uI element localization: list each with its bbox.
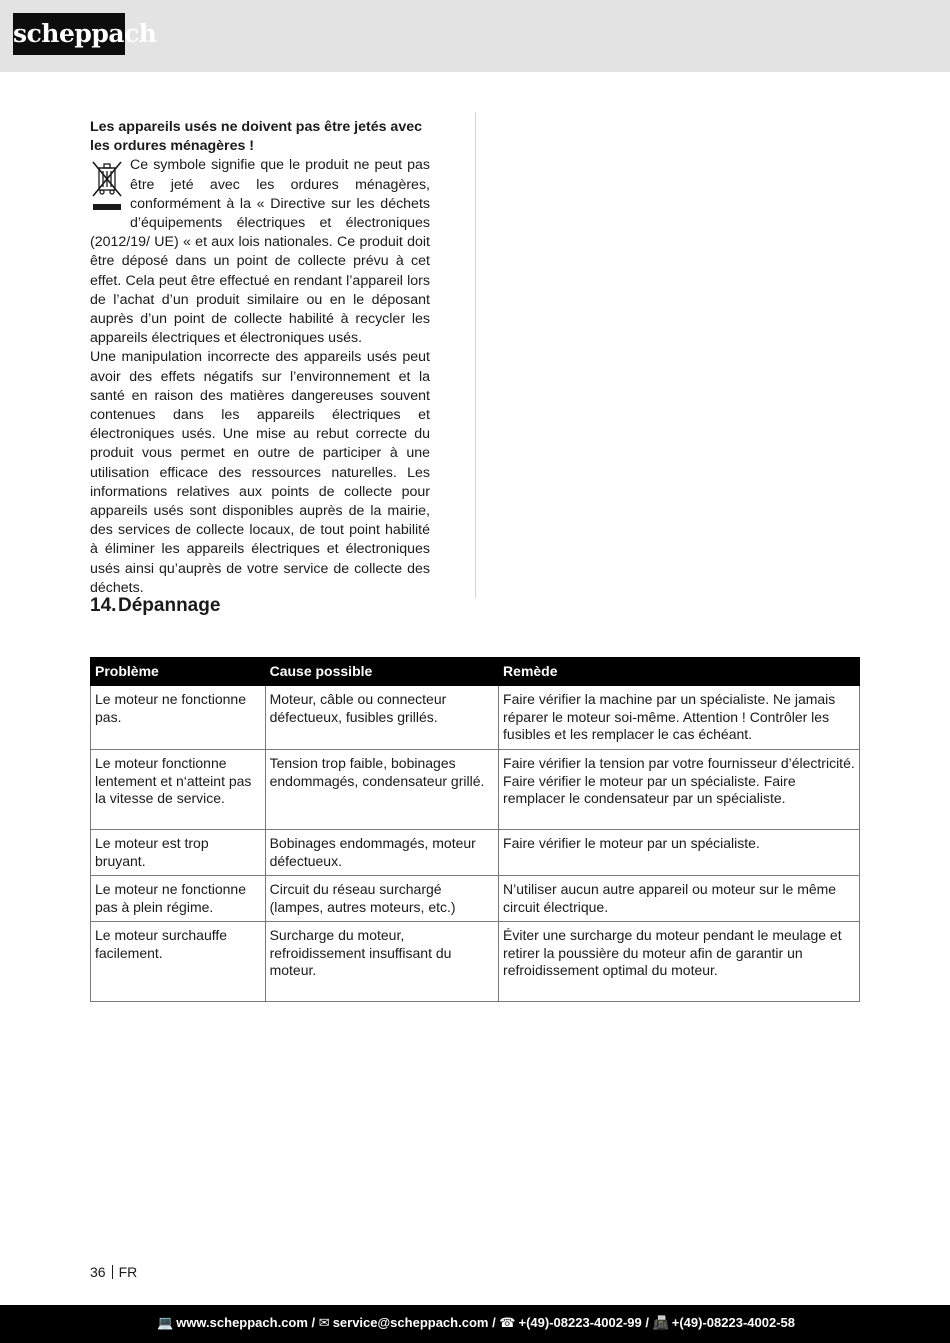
page-separator [112,1265,113,1279]
cell-remede: Faire vérifier la tension par votre fournisseur d’électricité. Faire vérifier le moteur par un spécialiste. Faire remplacer le condensateur par un spécialiste. [499,750,860,830]
scheppach-logo: scheppach [13,13,125,55]
footer-bar [0,1305,950,1343]
footer-fax: +(49)-08223-4002-58 [671,1315,795,1330]
header-band [0,0,950,72]
cell-cause: Surcharge du moteur, refroidissement insuffisant du moteur. [265,922,498,1002]
troubleshooting-table [90,657,860,1002]
section-number: 14. [90,595,117,616]
cell-remede: Faire vérifier la machine par un spécialiste. Ne jamais réparer le moteur soi-même. Attention ! Contrôler les fusibles et les remplacer le cas échéant. [499,686,860,750]
header-cause: Cause possible [265,658,498,686]
disposal-paragraph-1: Ce symbole signifie que le produit ne peut pas être jeté avec les ordures ménagères, conformément à la « Directive sur les déchets d’équipements électriques et électroniques (2012/19/ UE) « et aux lois nationales. Ce produit doit être déposé dans un point de collecte prévu à cet effet. Cela peut être effectué en rendant l’appareil lors de l’achat d’un produit similaire ou en le déposant auprès d’un point de collecte habilité à recycler les appareils électriques et électroniques usés. [90,157,430,347]
cell-cause: Tension trop faible, bobinages endommagés, condensateur grillé. [265,750,498,830]
footer-separator: / [488,1315,500,1330]
cell-remede: Éviter une surcharge du moteur pendant le meulage et retirer la poussière du moteur afin de garantir un refroidissement optimal du moteur. [499,922,860,1002]
weee-crossed-bin-icon [90,159,124,215]
header-probleme: Problème [91,658,266,686]
computer-icon: 💻 [157,1315,174,1330]
header-remede: Remède [499,658,860,686]
cell-probleme: Le moteur ne fonctionne pas à plein régime. [91,876,266,922]
section-heading [90,594,220,618]
disposal-paragraph-2: Une manipulation incorrecte des appareils usés peut avoir des effets négatifs sur l’environnement et la santé en raison des matières dangereuses souvent contenues dans les appareils électriques et électroniques usés. Une mise au rebut correcte du produit vous permet en outre de participer à une utilisation efficace des ressources naturelles. Les informations relatives aux points de collecte pour appareils usés sont disponibles auprès de la mairie, des services de collecte locaux, de tout point habilité à éliminer les appareils électriques et électroniques usés ainsi qu’auprès de votre service de collecte des déchets. [90,349,430,596]
cell-probleme: Le moteur ne fonctionne pas. [91,686,266,750]
footer-email-link[interactable]: service@scheppach.com [332,1315,489,1330]
cell-probleme: Le moteur fonctionne lentement et n‘atteint pas la vitesse de service. [91,750,266,830]
disposal-column [90,118,430,598]
footer-separator: / [307,1315,319,1330]
cell-cause: Moteur, câble ou connecteur défectueux, fusibles grillés. [265,686,498,750]
cell-cause: Circuit du réseau surchargé (lampes, autres moteurs, etc.) [265,876,498,922]
footer-website-link[interactable]: www.scheppach.com [176,1315,308,1330]
page-number: 36 [90,1264,106,1280]
cell-cause: Bobinages endommagés, moteur défectueux. [265,830,498,876]
phone-icon: ☎ [499,1315,516,1330]
email-icon: ✉ [318,1315,330,1330]
column-divider [475,112,476,598]
footer-contact [157,1315,795,1331]
cell-remede: N’utiliser aucun autre appareil ou moteur sur le même circuit électrique. [499,876,860,922]
section-title: Dépannage [118,595,221,616]
table-row [91,922,860,1002]
footer-separator: / [641,1315,653,1330]
table-row [91,876,860,922]
footer-phone: +(49)-08223-4002-99 [518,1315,642,1330]
cell-probleme: Le moteur surchauffe facilement. [91,922,266,1002]
table-row [91,750,860,830]
page-number-label [90,1264,137,1280]
fax-icon: 📠 [652,1315,669,1330]
table-row [91,830,860,876]
table-row [91,686,860,750]
disposal-heading: Les appareils usés ne doivent pas être jetés avec les ordures ménagères ! [90,119,422,155]
cell-remede: Faire vérifier le moteur par un spécialiste. [499,830,860,876]
cell-probleme: Le moteur est trop bruyant. [91,830,266,876]
table-header-row [91,658,860,686]
page-language: FR [118,1264,138,1280]
